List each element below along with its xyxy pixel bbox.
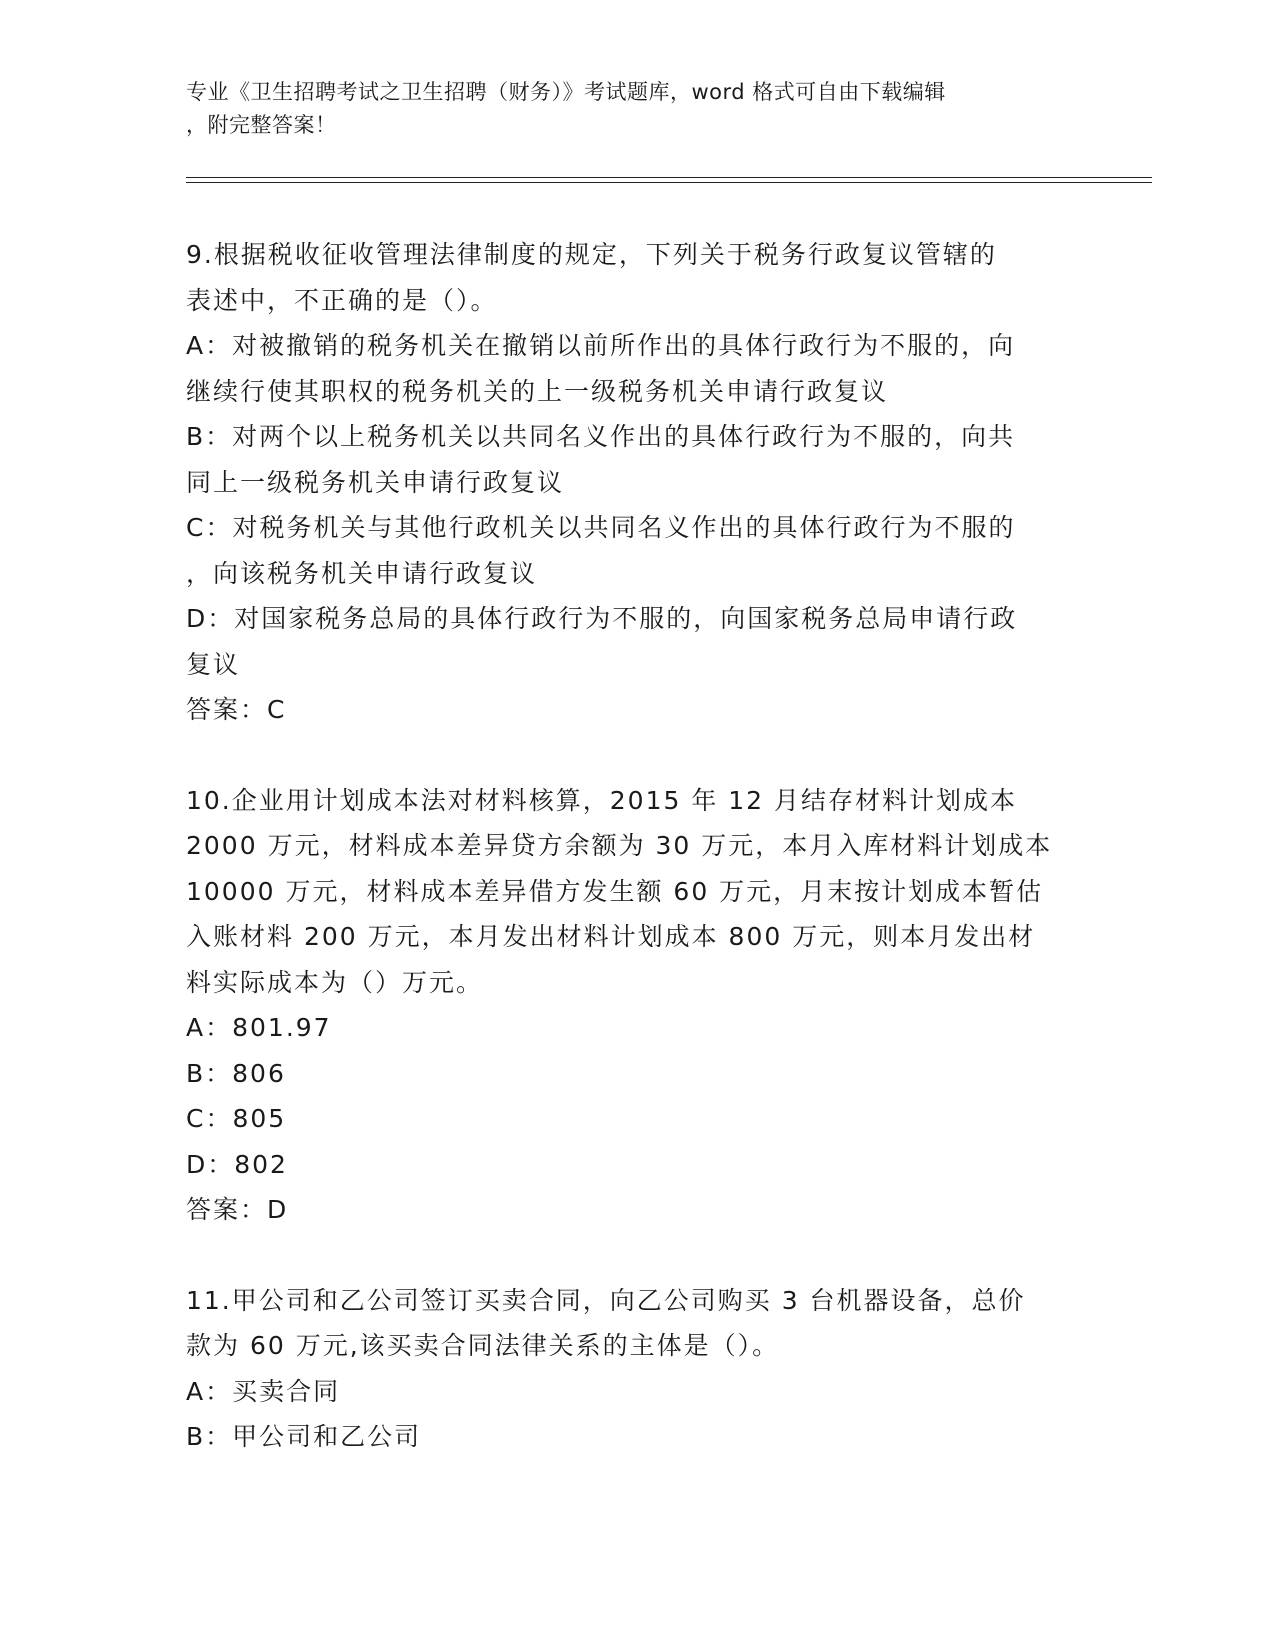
question-stem-line: 10.企业用计划成本法对材料核算，2015 年 12 月结存材料计划成本 (186, 785, 1018, 815)
header-divider (186, 182, 1152, 183)
option-line: A：买卖合同 (186, 1376, 341, 1406)
question-item (186, 1278, 1086, 1460)
question-stem-line: 入账材料 200 万元，本月发出材料计划成本 800 万元，则本月发出材 (186, 922, 1036, 951)
option-line: 同上一级税务机关申请行政复议 (186, 467, 565, 497)
answer-line: 答案：D (186, 1195, 289, 1224)
option-line: D：对国家税务总局的具体行政行为不服的，向国家税务总局申请行政 (186, 604, 1018, 633)
option-line: C：805 (186, 1104, 287, 1133)
option-line: B：甲公司和乙公司 (186, 1422, 422, 1451)
header-divider (186, 177, 1152, 178)
question-stem-line: 10000 万元，材料成本差异借方发生额 60 万元，月末按计划成本暂估 (186, 876, 1044, 906)
question-stem-line: 款为 60 万元,该买卖合同法律关系的主体是（）。 (186, 1331, 780, 1360)
option-line: 继续行使其职权的税务机关的上一级税务机关申请行政复议 (186, 376, 889, 406)
question-stem-line: 料实际成本为（）万元。 (186, 967, 484, 997)
option-line: C：对税务机关与其他行政机关以共同名义作出的具体行政行为不服的 (186, 513, 1016, 542)
option-line: A：801.97 (186, 1013, 332, 1042)
document-header (186, 76, 1066, 142)
option-line: ，向该税务机关申请行政复议 (186, 558, 538, 588)
header-line: 专业《卫生招聘考试之卫生招聘（财务）》考试题库，word 格式可自由下载编辑 (186, 80, 946, 104)
question-stem-line: 11.甲公司和乙公司签订买卖合同，向乙公司购买 3 台机器设备，总价 (186, 1285, 1026, 1315)
answer-line: 答案：C (186, 695, 287, 724)
question-stem-line: 9.根据税收征收管理法律制度的规定，下列关于税务行政复议管辖的 (186, 240, 997, 269)
question-item (186, 778, 1086, 1233)
option-line: A：对被撤销的税务机关在撤销以前所作出的具体行政行为不服的，向 (186, 331, 1016, 360)
option-line: 复议 (186, 649, 241, 679)
question-stem-line: 2000 万元，材料成本差异贷方余额为 30 万元，本月入库材料计划成本 (186, 831, 1053, 860)
option-line: B：806 (186, 1058, 286, 1088)
question-stem-line: 表述中，不正确的是（）。 (186, 285, 498, 315)
header-line: ，附完整答案！ (186, 113, 337, 137)
option-line: B：对两个以上税务机关以共同名义作出的具体行政行为不服的，向共 (186, 422, 1016, 451)
question-list (186, 232, 1086, 1505)
option-line: D：802 (186, 1149, 288, 1179)
question-item (186, 232, 1086, 733)
